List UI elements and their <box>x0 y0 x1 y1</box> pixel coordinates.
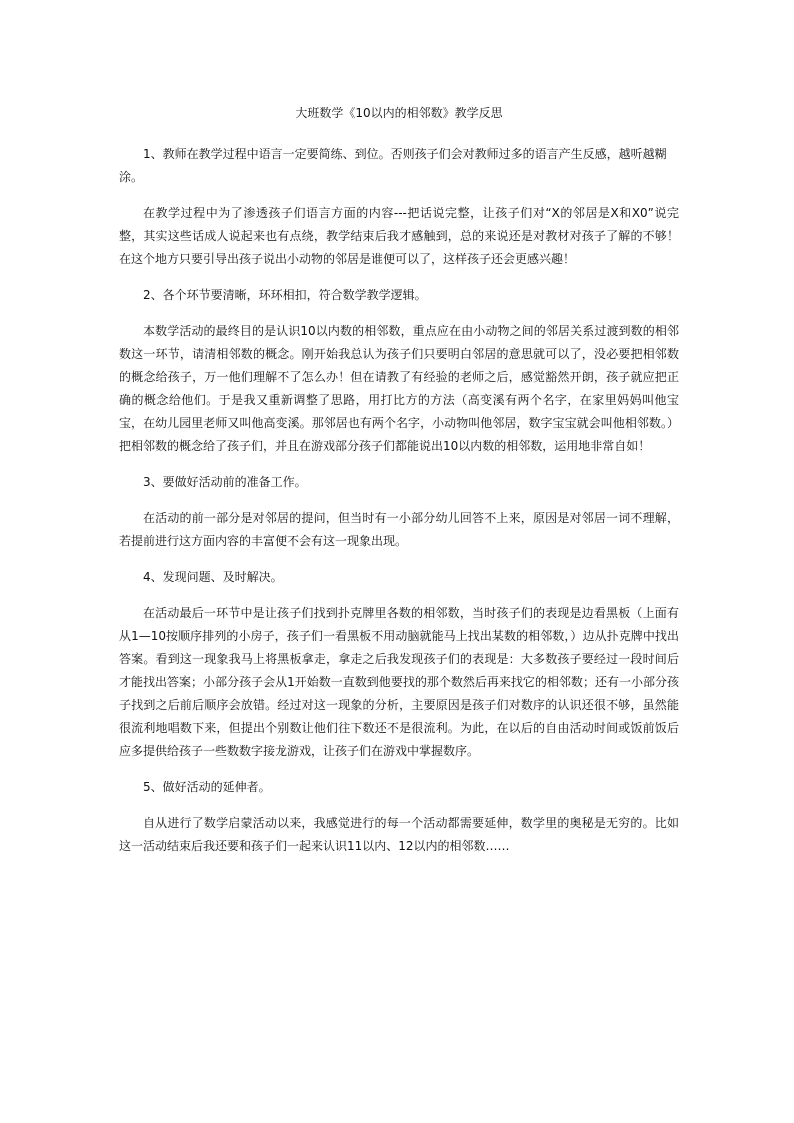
section-heading-2: 2、各个环节要清晰，环环相扣，符合数学教学逻辑。 <box>143 288 427 302</box>
document-body <box>119 104 679 871</box>
section-heading-3: 3、要做好活动前的准备工作。 <box>143 475 307 489</box>
section-paragraph-2: 本数学活动的最终目的是认识10以内数的相邻数，重点应在由小动物之间的邻居关系过渡到数的相邻数这一环节，请清相邻数的概念。刚开始我总认为孩子们只要明白邻居的意思就可以了，没必要把相邻数的概念给孩子，万一他们理解不了怎么办！但在请教了有经验的老师之后，感觉豁然开朗，孩子就应把正确的概念给他们。于是我又重新调整了思路，用打比方的方法（高变溪有两个名字，在家里妈妈叫他宝宝，在幼儿园里老师又叫他高变溪。那邻居也有两个名字，小动物叫他邻居，数字宝宝就会叫他相邻数。）把相邻数的概念给了孩子们，并且在游戏部分孩子们都能说出10以内数的相邻数，运用地非常自如！ <box>119 324 679 453</box>
section-paragraph-4: 在活动最后一环节中是让孩子们找到扑克牌里各数的相邻数，当时孩子们的表现是边看黑板（上面有从1—10按顺序排列的小房子，孩子们一看黑板不用动脑就能马上找出某数的相邻数，）边从扑克牌中找出答案。看到这一现象我马上将黑板拿走，拿走之后我发现孩子们的表现是：大多数孩子要经过一段时间后才能找出答案；小部分孩子会从1开始数一直数到他要找的那个数然后再来找它的相邻数；还有一小部分孩子找到之后前后顺序会放错。经过对这一现象的分析，主要原因是孩子们对数序的认识还很不够，虽然能很流利地唱数下来，但提出个别数让他们往下数还不是很流利。为此，在以后的自由活动时间或饭前饭后应多提供给孩子一些数数字接龙游戏，让孩子们在游戏中掌握数序。 <box>119 606 679 758</box>
section-paragraph-5: 自从进行了数学启蒙活动以来，我感觉进行的每一个活动都需要延伸，数学里的奥秘是无穷的。比如这一活动结束后我还要和孩子们一起来认识11以内、12以内的相邻数…… <box>119 816 679 853</box>
section-heading-1: 1、教师在教学过程中语言一定要简练、到位。否则孩子们会对教师过多的语言产生反感，越听越糊涂。 <box>119 147 667 184</box>
document-title: 大班数学《10以内的相邻数》教学反思 <box>295 106 503 120</box>
section-paragraph-1: 在教学过程中为了渗透孩子们语言方面的内容---把话说完整，让孩子们对“X的邻居是X和X0”说完整，其实这些话成人说起来也有点绕，教学结束后我才感触到，总的来说还是对教材对孩子了解的不够！在这个地方只要引导出孩子说出小动物的邻居是谁便可以了，这样孩子还会更感兴趣！ <box>119 206 679 266</box>
section-heading-5: 5、做好活动的延伸者。 <box>143 780 271 794</box>
section-paragraph-3: 在活动的前一部分是对邻居的提问，但当时有一小部分幼儿回答不上来，原因是对邻居一词不理解，若提前进行这方面内容的丰富便不会有这一现象出现。 <box>119 511 679 548</box>
section-heading-4: 4、发现问题、及时解决。 <box>143 570 283 584</box>
